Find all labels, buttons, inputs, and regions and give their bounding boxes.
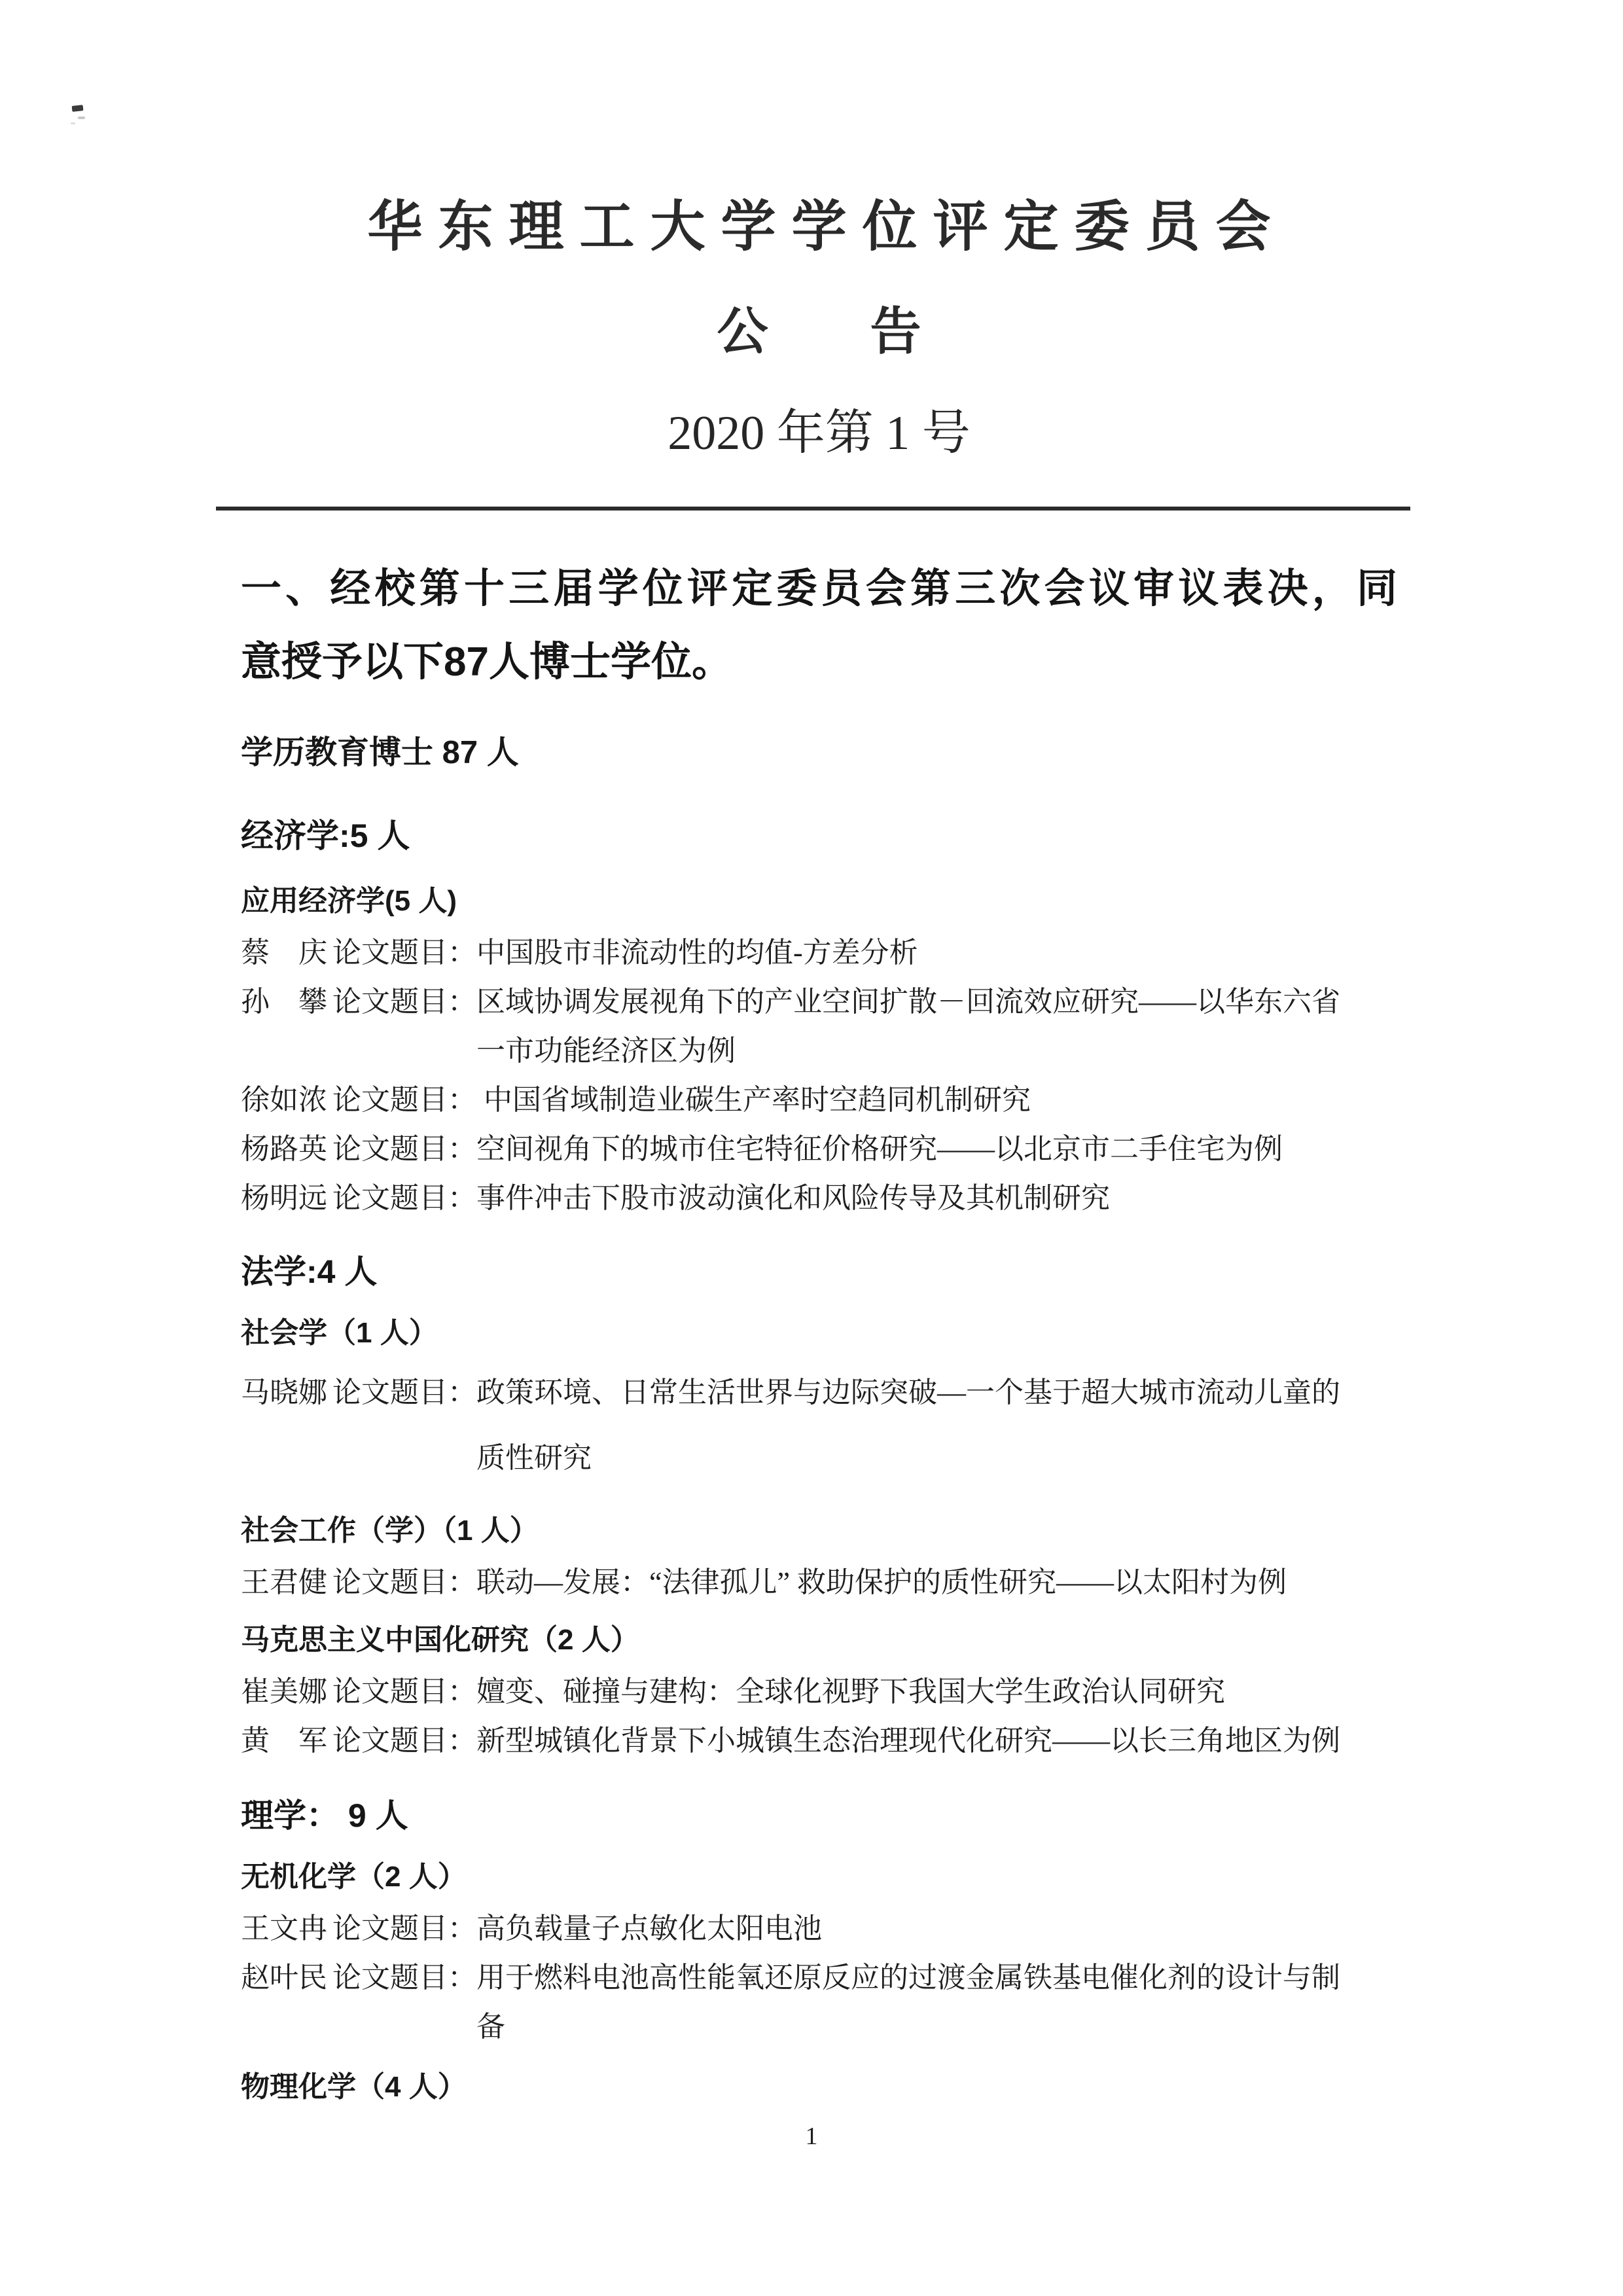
thesis-title: 高负载量子点敏化太阳电池 <box>476 1912 822 1945</box>
group-subheading: 应用经济学(5 人) <box>241 885 457 917</box>
thesis-entry <box>241 1716 1397 1765</box>
thesis-label: 论文题目： <box>332 1566 476 1598</box>
section-heading-law: 法学:4 人 <box>241 1253 378 1290</box>
announcement-heading: 公 告 <box>717 302 921 360</box>
section-science <box>241 1797 1397 2104</box>
committee-title: 华东理工大学学位评定委员会 <box>367 196 1287 257</box>
section-economics <box>241 817 1397 1223</box>
thesis-title: 政策环境、日常生活世界与边际突破—一个基于超大城市流动儿童的质性研究 <box>476 1376 1340 1474</box>
section-heading-economics: 经济学:5 人 <box>241 817 410 854</box>
section-heading-science: 理学： 9 人 <box>241 1797 408 1834</box>
resolution-line: 一、经校第十三届学位评定委员会第三次会议审议表决，同 <box>241 566 1397 611</box>
thesis-title: 空间视角下的城市住宅特征价格研究——以北京市二手住宅为例 <box>476 1133 1283 1165</box>
graduate-name: 王君健 <box>241 1566 327 1598</box>
resolution-line: 意授予以下87人博士学位。 <box>241 639 732 685</box>
thesis-entry <box>241 1558 1397 1607</box>
thesis-label: 论文题目： <box>332 1133 476 1165</box>
horizontal-divider <box>216 507 1410 511</box>
graduate-name: 徐如浓 <box>241 1084 327 1116</box>
thesis-label: 论文题目： <box>332 1912 476 1945</box>
issue-number: 2020 年第 1 号 <box>668 406 971 460</box>
group-marxism-sinicization <box>241 1624 1397 1765</box>
thesis-title: 中国省域制造业碳生产率时空趋同机制研究 <box>476 1084 1031 1116</box>
thesis-label: 论文题目： <box>332 1376 476 1408</box>
thesis-entry <box>241 1667 1397 1716</box>
group-sociology <box>241 1317 1397 1491</box>
thesis-title: 联动—发展：“法律孤儿” 救助保护的质性研究——以太阳村为例 <box>476 1566 1287 1598</box>
thesis-title: 中国股市非流动性的均值-方差分析 <box>476 937 918 969</box>
page-number: 1 <box>805 2123 818 2150</box>
resolution-paragraph <box>241 552 1397 699</box>
thesis-entry <box>241 1174 1397 1223</box>
thesis-label: 论文题目： <box>332 937 476 969</box>
thesis-title: 事件冲击下股市波动演化和风险传导及其机制研究 <box>476 1182 1110 1214</box>
thesis-entry <box>241 1953 1397 2051</box>
section-law <box>241 1253 1397 1765</box>
scan-artifact <box>72 105 84 112</box>
group-applied-economics <box>241 885 1397 1223</box>
thesis-entry <box>241 1075 1397 1124</box>
graduate-name: 孙 攀 <box>241 986 327 1018</box>
thesis-label: 论文题目： <box>332 1084 476 1116</box>
thesis-title: 区域协调发展视角下的产业空间扩散－回流效应研究——以华东六省一市功能经济区为例 <box>476 986 1340 1067</box>
thesis-title: 新型城镇化背景下小城镇生态治理现代化研究——以长三角地区为例 <box>476 1725 1340 1757</box>
graduate-name: 黄 军 <box>241 1725 327 1757</box>
graduate-name: 王文冉 <box>241 1912 327 1945</box>
group-subheading: 马克思主义中国化研究（2 人） <box>241 1624 639 1656</box>
thesis-entry <box>241 928 1397 977</box>
thesis-title: 用于燃料电池高性能氧还原反应的过渡金属铁基电催化剂的设计与制备 <box>476 1962 1340 2043</box>
thesis-entry <box>241 1360 1397 1491</box>
graduate-name: 蔡 庆 <box>241 937 327 969</box>
scan-artifact <box>71 122 75 124</box>
graduate-name: 崔美娜 <box>241 1676 327 1708</box>
graduate-name: 马晓娜 <box>241 1376 327 1408</box>
graduate-name: 杨明远 <box>241 1182 327 1214</box>
thesis-label: 论文题目： <box>332 1182 476 1214</box>
graduate-name: 杨路英 <box>241 1133 327 1165</box>
thesis-entry <box>241 1904 1397 1953</box>
degree-category-heading: 学历教育博士 87 人 <box>241 735 519 770</box>
document-content <box>0 194 1623 2104</box>
group-physical-chemistry <box>241 2071 1397 2104</box>
graduate-name: 赵叶民 <box>241 1962 327 1994</box>
thesis-label: 论文题目： <box>332 1676 476 1708</box>
thesis-entry <box>241 1124 1397 1174</box>
group-inorganic-chemistry <box>241 1861 1397 2051</box>
thesis-label: 论文题目： <box>332 1725 476 1757</box>
scan-artifact <box>78 117 85 119</box>
thesis-label: 论文题目： <box>332 1962 476 1994</box>
group-subheading: 物理化学（4 人） <box>241 2071 467 2103</box>
group-subheading: 社会工作（学）（1 人） <box>241 1515 539 1547</box>
thesis-title: 嬗变、碰撞与建构：全球化视野下我国大学生政治认同研究 <box>476 1676 1225 1708</box>
group-social-work <box>241 1515 1397 1607</box>
thesis-entry <box>241 977 1397 1075</box>
thesis-label: 论文题目： <box>332 986 476 1018</box>
group-subheading: 无机化学（2 人） <box>241 1861 467 1893</box>
group-subheading: 社会学（1 人） <box>241 1317 438 1349</box>
